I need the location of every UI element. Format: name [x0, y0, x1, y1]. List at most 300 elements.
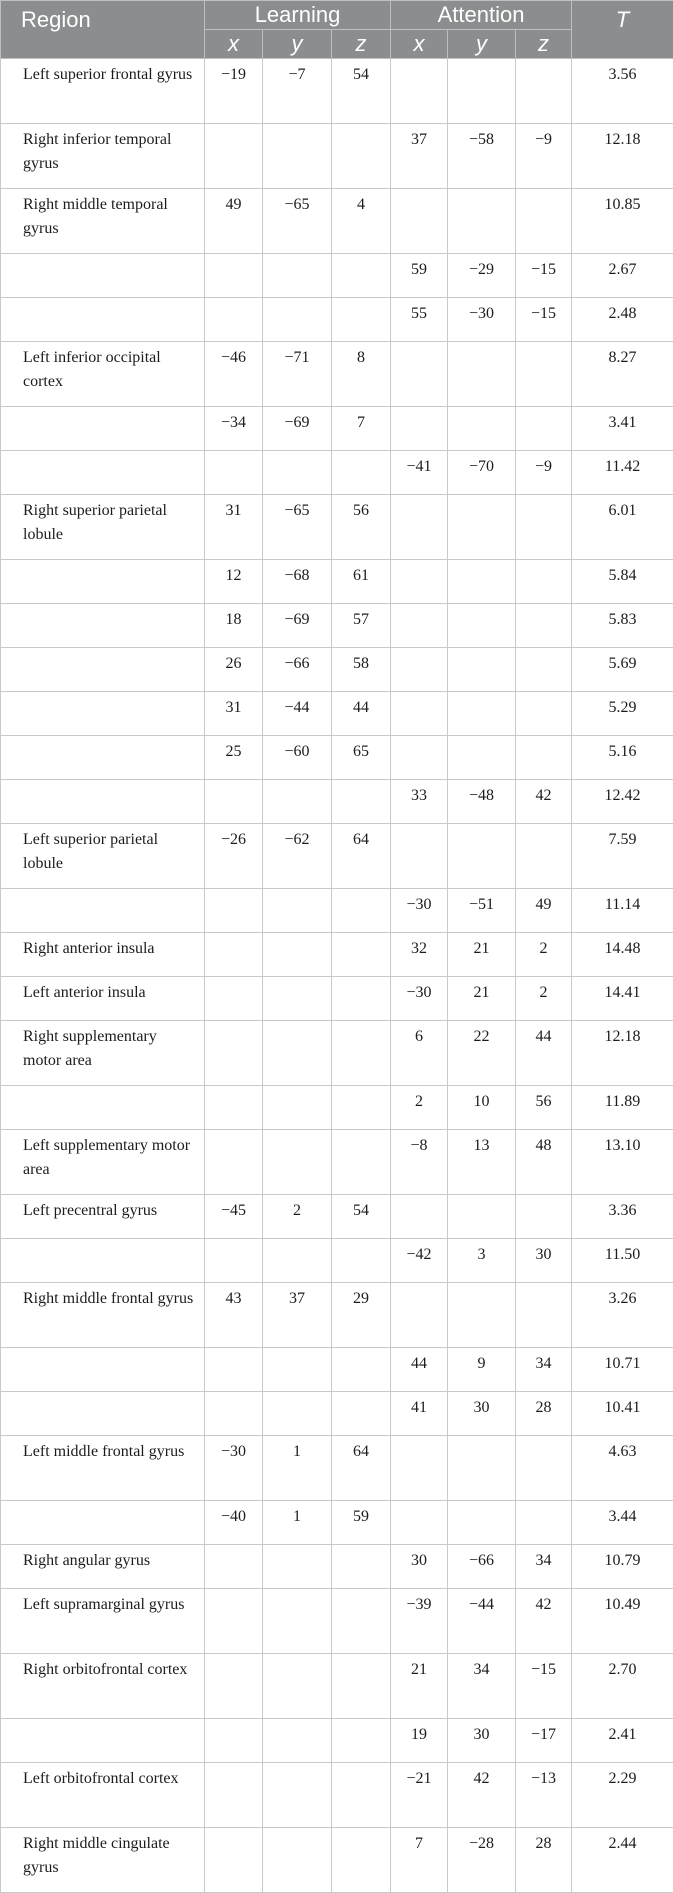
cell-learning-z: [332, 1763, 391, 1828]
cell-attention-y: [448, 736, 516, 780]
cell-attention-x: 30: [391, 1545, 448, 1589]
cell-attention-x: [391, 736, 448, 780]
cell-attention-z: 42: [516, 1589, 572, 1654]
cell-attention-x: [391, 1436, 448, 1501]
table-row: [1, 1545, 673, 1589]
cell-attention-z: −9: [516, 451, 572, 495]
table-row: [1, 1654, 673, 1719]
cell-attention-z: −9: [516, 124, 572, 189]
cell-region: Right supplementary motor area: [1, 1021, 205, 1086]
cell-attention-z: [516, 1436, 572, 1501]
cell-region: Left inferior occipital cortex: [1, 342, 205, 407]
cell-attention-x: [391, 648, 448, 692]
cell-attention-y: −51: [448, 889, 516, 933]
cell-learning-x: −46: [205, 342, 263, 407]
cell-attention-y: [448, 495, 516, 560]
cell-learning-z: [332, 298, 391, 342]
cell-learning-z: [332, 124, 391, 189]
cell-t-value: 2.44: [572, 1828, 673, 1893]
cell-learning-y: [263, 254, 332, 298]
cell-learning-z: 44: [332, 692, 391, 736]
cell-learning-y: [263, 1828, 332, 1893]
cell-attention-x: 19: [391, 1719, 448, 1763]
cell-attention-x: [391, 560, 448, 604]
table-row: [1, 692, 673, 736]
cell-attention-y: −58: [448, 124, 516, 189]
table-row: [1, 495, 673, 560]
cell-attention-z: [516, 560, 572, 604]
cell-attention-x: [391, 1195, 448, 1239]
cell-attention-y: 13: [448, 1130, 516, 1195]
cell-learning-z: [332, 1086, 391, 1130]
cell-learning-z: [332, 977, 391, 1021]
cell-attention-y: −28: [448, 1828, 516, 1893]
cell-attention-y: [448, 604, 516, 648]
cell-learning-z: 8: [332, 342, 391, 407]
cell-attention-x: 6: [391, 1021, 448, 1086]
cell-t-value: 13.10: [572, 1130, 673, 1195]
cell-t-value: 3.56: [572, 59, 673, 124]
cell-attention-z: 2: [516, 977, 572, 1021]
cell-learning-z: [332, 451, 391, 495]
cell-region: [1, 1086, 205, 1130]
cell-learning-x: [205, 1719, 263, 1763]
cell-learning-x: [205, 451, 263, 495]
cell-attention-y: 34: [448, 1654, 516, 1719]
cell-attention-y: [448, 692, 516, 736]
cell-attention-z: [516, 495, 572, 560]
cell-attention-y: [448, 1501, 516, 1545]
cell-learning-x: [205, 1589, 263, 1654]
cell-attention-y: −30: [448, 298, 516, 342]
table-row: [1, 1195, 673, 1239]
cell-learning-z: 54: [332, 1195, 391, 1239]
cell-attention-x: 41: [391, 1392, 448, 1436]
cell-attention-x: 59: [391, 254, 448, 298]
cell-t-value: 14.48: [572, 933, 673, 977]
cell-t-value: 3.36: [572, 1195, 673, 1239]
table-row: [1, 1436, 673, 1501]
cell-learning-y: [263, 1719, 332, 1763]
cell-learning-z: [332, 1392, 391, 1436]
cell-region: Left precentral gyrus: [1, 1195, 205, 1239]
cell-learning-y: −71: [263, 342, 332, 407]
cell-attention-y: [448, 59, 516, 124]
table-row: [1, 298, 673, 342]
cell-attention-z: [516, 736, 572, 780]
cell-learning-x: [205, 1239, 263, 1283]
cell-learning-x: [205, 1654, 263, 1719]
cell-learning-z: [332, 1021, 391, 1086]
cell-learning-y: 37: [263, 1283, 332, 1348]
cell-attention-y: −70: [448, 451, 516, 495]
cell-attention-z: 28: [516, 1392, 572, 1436]
table-row: [1, 1828, 673, 1893]
cell-learning-z: 56: [332, 495, 391, 560]
cell-region: [1, 451, 205, 495]
cell-attention-y: −29: [448, 254, 516, 298]
cell-learning-x: [205, 933, 263, 977]
table-row: [1, 604, 673, 648]
cell-learning-x: [205, 254, 263, 298]
cell-learning-y: −65: [263, 495, 332, 560]
cell-attention-y: [448, 824, 516, 889]
cell-attention-x: [391, 59, 448, 124]
table-row: [1, 560, 673, 604]
header-attention-x: x: [391, 30, 448, 59]
cell-t-value: 2.41: [572, 1719, 673, 1763]
cell-region: Left middle frontal gyrus: [1, 1436, 205, 1501]
table-header: [1, 1, 673, 59]
cell-attention-y: 21: [448, 977, 516, 1021]
cell-learning-y: [263, 1654, 332, 1719]
table-row: [1, 1086, 673, 1130]
cell-attention-y: [448, 560, 516, 604]
cell-learning-y: −69: [263, 407, 332, 451]
cell-region: Right orbitofrontal cortex: [1, 1654, 205, 1719]
cell-learning-y: [263, 889, 332, 933]
cell-t-value: 5.84: [572, 560, 673, 604]
header-attention: Attention: [391, 1, 572, 30]
cell-learning-x: 49: [205, 189, 263, 254]
cell-learning-x: [205, 1545, 263, 1589]
cell-region: [1, 407, 205, 451]
cell-attention-y: 21: [448, 933, 516, 977]
cell-learning-z: [332, 1239, 391, 1283]
cell-t-value: 12.42: [572, 780, 673, 824]
cell-learning-x: [205, 977, 263, 1021]
cell-attention-z: [516, 1283, 572, 1348]
cell-attention-z: [516, 407, 572, 451]
cell-attention-y: −44: [448, 1589, 516, 1654]
cell-t-value: 2.70: [572, 1654, 673, 1719]
cell-learning-x: 43: [205, 1283, 263, 1348]
cell-learning-y: −68: [263, 560, 332, 604]
cell-region: Right angular gyrus: [1, 1545, 205, 1589]
cell-attention-z: [516, 342, 572, 407]
cell-attention-x: [391, 407, 448, 451]
cell-region: [1, 560, 205, 604]
cell-region: [1, 254, 205, 298]
cell-attention-x: −39: [391, 1589, 448, 1654]
cell-region: [1, 889, 205, 933]
cell-learning-x: 31: [205, 692, 263, 736]
cell-region: Right middle frontal gyrus: [1, 1283, 205, 1348]
cell-learning-y: −69: [263, 604, 332, 648]
cell-t-value: 10.79: [572, 1545, 673, 1589]
cell-learning-x: 25: [205, 736, 263, 780]
cell-learning-x: [205, 298, 263, 342]
cell-attention-z: [516, 59, 572, 124]
cell-t-value: 10.41: [572, 1392, 673, 1436]
cell-attention-z: [516, 824, 572, 889]
cell-learning-z: 61: [332, 560, 391, 604]
cell-region: [1, 1501, 205, 1545]
cell-attention-x: [391, 495, 448, 560]
header-attention-z: z: [516, 30, 572, 59]
cell-learning-x: [205, 1763, 263, 1828]
cell-region: Left orbitofrontal cortex: [1, 1763, 205, 1828]
cell-learning-x: [205, 1392, 263, 1436]
table-row: [1, 889, 673, 933]
cell-learning-x: 31: [205, 495, 263, 560]
cell-t-value: 12.18: [572, 1021, 673, 1086]
cell-learning-x: [205, 1130, 263, 1195]
table-row: [1, 407, 673, 451]
cell-learning-y: −44: [263, 692, 332, 736]
cell-t-value: 11.42: [572, 451, 673, 495]
table-row: [1, 59, 673, 124]
cell-attention-x: 2: [391, 1086, 448, 1130]
cell-attention-y: [448, 1283, 516, 1348]
cell-attention-y: [448, 407, 516, 451]
cell-learning-x: [205, 1828, 263, 1893]
cell-region: [1, 648, 205, 692]
cell-attention-y: [448, 342, 516, 407]
cell-learning-y: −60: [263, 736, 332, 780]
cell-region: [1, 298, 205, 342]
cell-learning-z: [332, 1719, 391, 1763]
cell-attention-x: [391, 692, 448, 736]
cell-region: [1, 736, 205, 780]
cell-attention-z: 56: [516, 1086, 572, 1130]
cell-attention-x: 7: [391, 1828, 448, 1893]
cell-attention-x: [391, 342, 448, 407]
cell-attention-y: 30: [448, 1719, 516, 1763]
cell-attention-x: −41: [391, 451, 448, 495]
cell-t-value: 4.63: [572, 1436, 673, 1501]
cell-region: Right superior parietal lobule: [1, 495, 205, 560]
cell-region: Left superior parietal lobule: [1, 824, 205, 889]
table-row: [1, 736, 673, 780]
cell-learning-y: [263, 933, 332, 977]
table-row: [1, 1239, 673, 1283]
cell-learning-y: [263, 298, 332, 342]
cell-learning-z: [332, 933, 391, 977]
table-row: [1, 1719, 673, 1763]
table-row: [1, 1501, 673, 1545]
cell-learning-y: [263, 1589, 332, 1654]
cell-region: [1, 692, 205, 736]
cell-learning-x: [205, 124, 263, 189]
cell-learning-z: [332, 1545, 391, 1589]
cell-attention-z: 30: [516, 1239, 572, 1283]
cell-learning-z: [332, 889, 391, 933]
cell-t-value: 12.18: [572, 124, 673, 189]
cell-learning-y: 1: [263, 1436, 332, 1501]
cell-t-value: 10.49: [572, 1589, 673, 1654]
cell-learning-y: [263, 977, 332, 1021]
cell-learning-z: 64: [332, 1436, 391, 1501]
cell-attention-x: 37: [391, 124, 448, 189]
table-row: [1, 1021, 673, 1086]
cell-t-value: 3.44: [572, 1501, 673, 1545]
cell-attention-x: 33: [391, 780, 448, 824]
cell-learning-y: [263, 1545, 332, 1589]
table-row: [1, 189, 673, 254]
cell-t-value: 3.26: [572, 1283, 673, 1348]
cell-attention-x: [391, 824, 448, 889]
cell-t-value: 11.14: [572, 889, 673, 933]
cell-attention-z: −15: [516, 1654, 572, 1719]
table-row: [1, 1392, 673, 1436]
cell-learning-y: −62: [263, 824, 332, 889]
cell-attention-y: 42: [448, 1763, 516, 1828]
cell-learning-y: 2: [263, 1195, 332, 1239]
cell-t-value: 10.85: [572, 189, 673, 254]
table-row: [1, 648, 673, 692]
cell-attention-x: [391, 1283, 448, 1348]
cell-attention-x: [391, 604, 448, 648]
cell-t-value: 5.83: [572, 604, 673, 648]
cell-attention-x: −8: [391, 1130, 448, 1195]
cell-t-value: 11.89: [572, 1086, 673, 1130]
cell-attention-z: [516, 1195, 572, 1239]
cell-t-value: 3.41: [572, 407, 673, 451]
cell-attention-z: [516, 189, 572, 254]
cell-learning-y: [263, 1348, 332, 1392]
cell-learning-y: −66: [263, 648, 332, 692]
cell-learning-x: −40: [205, 1501, 263, 1545]
cell-t-value: 11.50: [572, 1239, 673, 1283]
table-row: [1, 1130, 673, 1195]
cell-learning-y: −7: [263, 59, 332, 124]
table-row: [1, 254, 673, 298]
cell-learning-z: 29: [332, 1283, 391, 1348]
cell-learning-x: [205, 780, 263, 824]
cell-attention-z: [516, 1501, 572, 1545]
cell-learning-x: 18: [205, 604, 263, 648]
cell-attention-x: 44: [391, 1348, 448, 1392]
cell-attention-z: 34: [516, 1545, 572, 1589]
cell-attention-x: −42: [391, 1239, 448, 1283]
cell-learning-y: [263, 1086, 332, 1130]
cell-region: Left supramarginal gyrus: [1, 1589, 205, 1654]
table-row: [1, 977, 673, 1021]
cell-attention-y: 3: [448, 1239, 516, 1283]
cell-attention-y: 22: [448, 1021, 516, 1086]
cell-region: Left superior frontal gyrus: [1, 59, 205, 124]
cell-t-value: 8.27: [572, 342, 673, 407]
cell-learning-z: 64: [332, 824, 391, 889]
header-t: T: [572, 1, 673, 59]
cell-attention-z: 44: [516, 1021, 572, 1086]
cell-region: Left anterior insula: [1, 977, 205, 1021]
cell-learning-z: [332, 254, 391, 298]
cell-learning-x: −34: [205, 407, 263, 451]
cell-learning-x: [205, 1348, 263, 1392]
table-body: [1, 59, 673, 1893]
cell-learning-x: 26: [205, 648, 263, 692]
table-row: [1, 1589, 673, 1654]
cell-learning-y: [263, 124, 332, 189]
cell-attention-y: 30: [448, 1392, 516, 1436]
header-attention-y: y: [448, 30, 516, 59]
cell-learning-z: 54: [332, 59, 391, 124]
cell-region: [1, 1719, 205, 1763]
cell-learning-z: [332, 1348, 391, 1392]
cell-learning-y: [263, 1392, 332, 1436]
cell-attention-z: 28: [516, 1828, 572, 1893]
cell-attention-y: 9: [448, 1348, 516, 1392]
cell-learning-y: 1: [263, 1501, 332, 1545]
cell-attention-z: 42: [516, 780, 572, 824]
header-learning: Learning: [205, 1, 391, 30]
cell-learning-x: [205, 889, 263, 933]
cell-learning-x: −26: [205, 824, 263, 889]
header-learning-x: x: [205, 30, 263, 59]
cell-learning-z: [332, 1589, 391, 1654]
cell-region: [1, 1392, 205, 1436]
cell-t-value: 6.01: [572, 495, 673, 560]
header-region: Region: [1, 1, 205, 59]
cell-learning-z: [332, 1130, 391, 1195]
cell-learning-z: 7: [332, 407, 391, 451]
table-row: [1, 1763, 673, 1828]
cell-attention-z: −15: [516, 298, 572, 342]
cell-learning-y: [263, 451, 332, 495]
cell-learning-x: [205, 1021, 263, 1086]
cell-t-value: 2.29: [572, 1763, 673, 1828]
table-row: [1, 342, 673, 407]
table-row: [1, 933, 673, 977]
cell-region: Right middle temporal gyrus: [1, 189, 205, 254]
cell-learning-x: 12: [205, 560, 263, 604]
cell-learning-y: [263, 1763, 332, 1828]
header-learning-z: z: [332, 30, 391, 59]
cell-learning-z: 59: [332, 1501, 391, 1545]
cell-attention-z: −15: [516, 254, 572, 298]
cell-t-value: 2.67: [572, 254, 673, 298]
cell-region: [1, 1348, 205, 1392]
cell-attention-x: 55: [391, 298, 448, 342]
cell-region: [1, 1239, 205, 1283]
cell-attention-x: −30: [391, 977, 448, 1021]
cell-t-value: 14.41: [572, 977, 673, 1021]
cell-attention-z: −13: [516, 1763, 572, 1828]
cell-attention-z: [516, 648, 572, 692]
cell-region: Right inferior temporal gyrus: [1, 124, 205, 189]
cell-learning-z: [332, 1828, 391, 1893]
cell-attention-z: 49: [516, 889, 572, 933]
cell-learning-z: 57: [332, 604, 391, 648]
cell-region: Right middle cingulate gyrus: [1, 1828, 205, 1893]
cell-attention-y: [448, 648, 516, 692]
cell-learning-z: 4: [332, 189, 391, 254]
cell-attention-x: 32: [391, 933, 448, 977]
cell-learning-z: [332, 1654, 391, 1719]
cell-learning-x: [205, 1086, 263, 1130]
header-learning-y: y: [263, 30, 332, 59]
cell-attention-y: −66: [448, 1545, 516, 1589]
cell-learning-y: −65: [263, 189, 332, 254]
table-row: [1, 1283, 673, 1348]
cell-attention-z: 48: [516, 1130, 572, 1195]
cell-learning-z: 65: [332, 736, 391, 780]
cell-learning-y: [263, 780, 332, 824]
cell-attention-y: −48: [448, 780, 516, 824]
cell-attention-y: [448, 189, 516, 254]
cell-attention-z: [516, 692, 572, 736]
cell-t-value: 10.71: [572, 1348, 673, 1392]
cell-t-value: 5.16: [572, 736, 673, 780]
cell-attention-z: −17: [516, 1719, 572, 1763]
cell-t-value: 7.59: [572, 824, 673, 889]
cell-attention-y: [448, 1195, 516, 1239]
cell-t-value: 2.48: [572, 298, 673, 342]
table-row: [1, 780, 673, 824]
cell-learning-y: [263, 1021, 332, 1086]
